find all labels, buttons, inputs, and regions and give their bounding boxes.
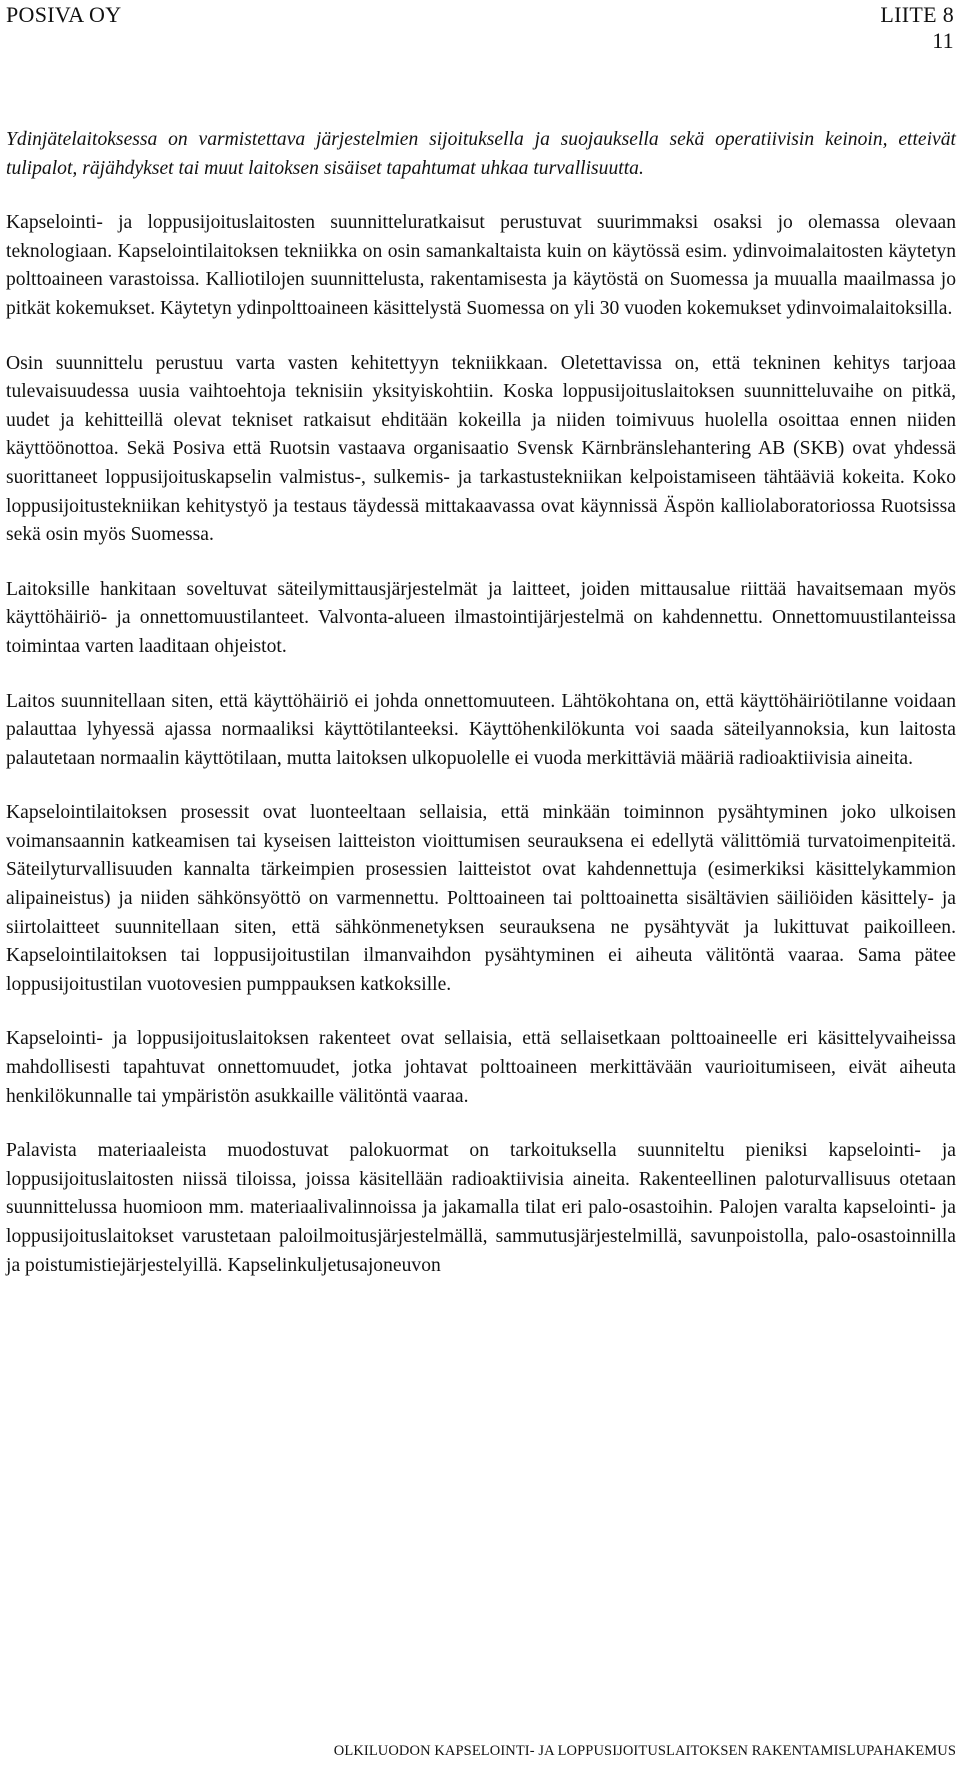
paragraph: Laitoksille hankitaan soveltuvat säteilymittausjärjestelmät ja laitteet, joiden mittausalue riittää havaitsemaan myös käyttöhäiriö- ja onnettomuustilanteet. Valvonta-alueen ilmastointijärjestelmä on kahdennettu. Onnettomuustilanteissa toimintaa varten laaditaan ohjeistot. (6, 578, 956, 657)
paragraph: Palavista materiaaleista muodostuvat palokuormat on tarkoituksella suunniteltu pieniksi kapselointi- ja loppusijoituslaitosten niissä tiloissa, joissa käsitellään radioaktiivisia aineita. Rakenteellinen paloturvallisuus otetaan suunnittelussa huomioon mm. materiaalivalinnoissa ja jakamalla tilat eri palo-osastoihin. Palojen varalta kapselointi- ja loppusijoituslaitokset varustetaan paloilmoitusjärjestelmällä, sammutusjärjestelmillä, savunpoistolla, palo-osastoinnilla ja poistumistiejärjestelyillä. Kapselinkuljetusajoneuvon (6, 1140, 956, 1276)
body-text (6, 126, 956, 1306)
footer-document-title: OLKILUODON KAPSELOINTI- JA LOPPUSIJOITUSLAITOKSEN RAKENTAMISLUPAHAKEMUS (333, 1743, 956, 1759)
paragraph-requirement: Ydinjätelaitoksessa on varmistettava järjestelmien sijoituksella ja suojauksella sekä operatiivisin keinoin, etteivät tulipalot, räjähdykset tai muut laitoksen sisäiset tapahtumat uhkaa turvallisuutta. (6, 129, 956, 179)
header-appendix (880, 2, 954, 54)
paragraph: Kapselointilaitoksen prosessit ovat luonteeltaan sellaisia, että minkään toiminnon pysähtyminen joko ulkoisen voimansaannin katkeamisen tai kyseisen laitteiston vioittumisen seurauksena ei edellytä välittömiä turvatoimenpiteitä. Säteilyturvallisuuden kannalta tärkeimpien prosessien laitteistot ovat kahdennettuja (esimerkiksi käsittelykammion alipaineistus) ja niiden sähkönsyöttö on varmennettu. Polttoaineen tai polttoainetta sisältävien säiliöiden käsittely- ja siirtolaitteet suunnitellaan siten, että sähkönmenetyksen seurauksena ne pysähtyvät ja lukittuvat paikoilleen. Kapselointilaitoksen tai loppusijoitustilan ilmanvaihdon pysähtyminen ei aiheuta välitöntä vaaraa. Sama pätee loppusijoitustilan vuotovesien pumppauksen katkoksille. (6, 802, 956, 995)
paragraph: Osin suunnittelu perustuu varta vasten kehitettyyn tekniikkaan. Oletettavissa on, että tekninen kehitys tarjoaa tulevaisuudessa uusia vaihtoehtoja teknisiin yksityiskohtiin. Koska loppusijoituslaitoksen suunnitteluvaihe on pitkä, uudet ja kehitteillä olevat tekniset ratkaisut ehditään kokeilla ja niiden toimivuus huolella osoittaa ennen niiden käyttöönottoa. Sekä Posiva että Ruotsin vastaava organisaatio Svensk Kärnbränslehantering AB (SKB) ovat yhdessä suorittaneet loppusijoituskapselin valmistus-, sulkemis- ja tarkastustekniikan kelpoistamiseen tähtääviä kokeita. Koko loppusijoitustekniikan kehitystyö ja testaus täydessä mittakaavassa ovat käynnissä Äspön kalliolaboratoriossa Ruotsissa sekä osin myös Suomessa. (6, 352, 956, 546)
header-organization: POSIVA OY (6, 2, 122, 27)
paragraph: Kapselointi- ja loppusijoituslaitosten suunnitteluratkaisut perustuvat suurimmaksi osaksi jo olemassa olevaan teknologiaan. Kapselointilaitoksen tekniikka on osin samankaltaista kuin on käytössä esim. ydinvoimalaitosten käytetyn polttoaineen varastoissa. Kalliotilojen suunnittelusta, rakentamisesta ja käytöstä on Suomessa ja muualla maailmassa jo pitkät kokemukset. Käytetyn ydinpolttoaineen käsittelystä Suomessa on yli 30 vuoden kokemukset ydinvoimalaitoksilla. (6, 212, 956, 319)
header-appendix-label: LIITE 8 (880, 2, 954, 27)
page-number: 11 (932, 28, 954, 53)
paragraph: Kapselointi- ja loppusijoituslaitoksen rakenteet ovat sellaisia, että sellaisetkaan polttoaineelle eri käsittelyvaiheissa mahdollisesti tapahtuvat onnettomuudet, jotka johtavat polttoaineen merkittävään vaurioitumiseen, eivät aiheuta henkilökunnalle tai ympäristön asukkaille välitöntä vaaraa. (6, 1028, 956, 1107)
paragraph: Laitos suunnitellaan siten, että käyttöhäiriö ei johda onnettomuuteen. Lähtökohtana on, että käyttöhäiriötilanne voidaan palauttaa lyhyessä ajassa normaaliksi käyttötilanteeksi. Käyttöhenkilökunta voi saada säteilyannoksia, kun laitosta palautetaan normaalin käyttötilaan, mutta laitoksen ulkopuolelle ei vuoda merkittäviä määriä radioaktiivisia aineita. (6, 690, 956, 769)
